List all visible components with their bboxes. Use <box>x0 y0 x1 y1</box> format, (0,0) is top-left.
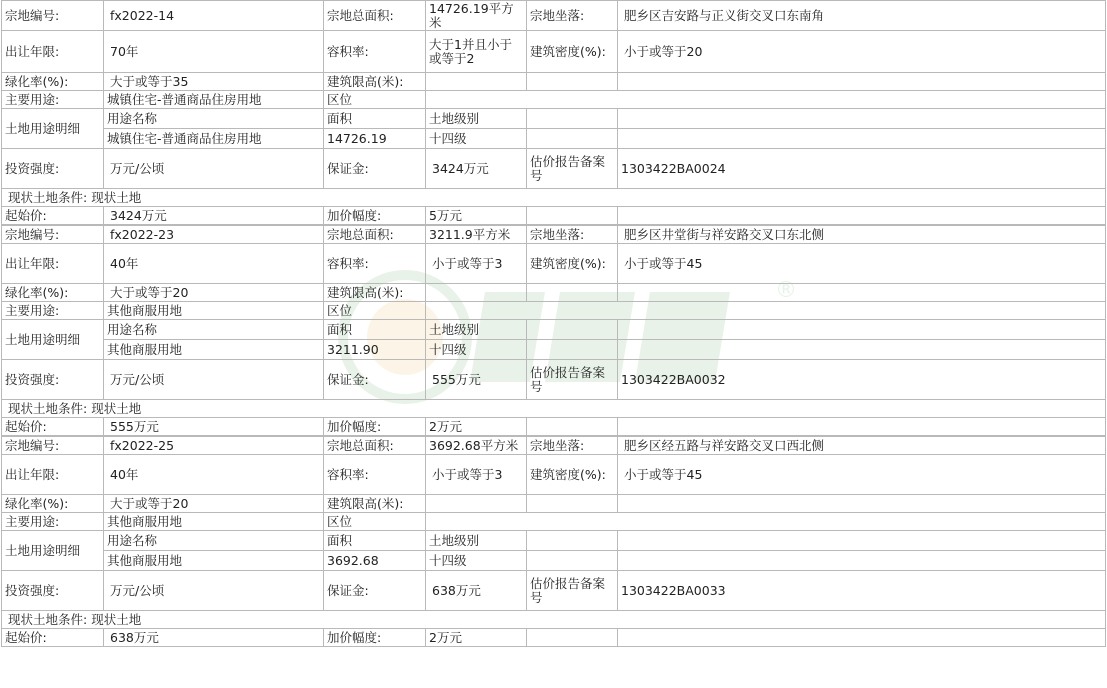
invest-label: 投资强度: <box>2 360 104 400</box>
parcel-list <box>1 0 1105 647</box>
condition-label: 现状土地条件: <box>8 189 88 205</box>
empty-cell <box>527 340 618 360</box>
detail-header-use: 用途名称 <box>104 320 324 340</box>
density-value: 小于或等于45 <box>618 455 1106 495</box>
term-value: 70年 <box>104 31 324 73</box>
green-label: 绿化率(%): <box>2 73 104 91</box>
empty-cell <box>527 207 618 225</box>
empty-cell <box>527 418 618 436</box>
use-value: 其他商服用地 <box>104 302 324 320</box>
density-label: 建筑密度(%): <box>527 31 618 73</box>
inc-label: 加价幅度: <box>324 418 426 436</box>
term-label: 出让年限: <box>2 455 104 495</box>
zone-value <box>426 513 1106 531</box>
invest-value: 万元/公顷 <box>104 571 324 611</box>
zone-label: 区位 <box>324 91 426 109</box>
deposit-label: 保证金: <box>324 571 426 611</box>
empty-cell <box>527 629 618 647</box>
far-value: 大于1并且小于或等于2 <box>426 31 527 73</box>
detail-label: 土地用途明细 <box>2 320 104 360</box>
empty-cell <box>618 629 1106 647</box>
area-value: 14726.19平方米 <box>426 1 527 31</box>
empty-cell <box>618 320 1106 340</box>
report-value: 1303422BA0033 <box>618 571 1106 611</box>
inc-value: 2万元 <box>426 629 527 647</box>
empty-cell <box>618 284 1106 302</box>
inc-value: 5万元 <box>426 207 527 225</box>
detail-use: 其他商服用地 <box>104 551 324 571</box>
parcel-code-label: 宗地编号: <box>2 226 104 244</box>
detail-area: 3211.90 <box>324 340 426 360</box>
location-label: 宗地坐落: <box>527 1 618 31</box>
parcel-code: fx2022-23 <box>104 226 324 244</box>
start-label: 起始价: <box>2 629 104 647</box>
location-value: 肥乡区经五路与祥安路交叉口西北侧 <box>618 437 1106 455</box>
empty-cell <box>527 73 618 91</box>
start-value: 638万元 <box>104 629 324 647</box>
detail-use: 城镇住宅-普通商品住房用地 <box>104 129 324 149</box>
density-value: 小于或等于20 <box>618 31 1106 73</box>
empty-cell <box>618 551 1106 571</box>
use-value: 其他商服用地 <box>104 513 324 531</box>
empty-cell <box>527 129 618 149</box>
parcel-code-label: 宗地编号: <box>2 437 104 455</box>
empty-cell <box>618 129 1106 149</box>
use-label: 主要用途: <box>2 513 104 531</box>
area-value: 3211.9平方米 <box>426 226 527 244</box>
invest-label: 投资强度: <box>2 149 104 189</box>
detail-header-area: 面积 <box>324 109 426 129</box>
empty-cell <box>527 495 618 513</box>
inc-label: 加价幅度: <box>324 207 426 225</box>
detail-area: 14726.19 <box>324 129 426 149</box>
far-label: 容积率: <box>324 31 426 73</box>
term-label: 出让年限: <box>2 244 104 284</box>
condition-row <box>2 189 1106 207</box>
deposit-value: 555万元 <box>426 360 527 400</box>
condition-label: 现状土地条件: <box>8 400 88 416</box>
height-value <box>426 73 527 91</box>
detail-label: 土地用途明细 <box>2 531 104 571</box>
height-label: 建筑限高(米): <box>324 284 426 302</box>
condition-value: 现状土地 <box>91 611 142 627</box>
area-value: 3692.68平方米 <box>426 437 527 455</box>
use-label: 主要用途: <box>2 91 104 109</box>
detail-grade: 十四级 <box>426 129 527 149</box>
detail-header-area: 面积 <box>324 320 426 340</box>
zone-value <box>426 302 1106 320</box>
location-label: 宗地坐落: <box>527 437 618 455</box>
parcel-code: fx2022-14 <box>104 1 324 31</box>
parcel-table <box>1 436 1106 647</box>
empty-cell <box>618 495 1106 513</box>
height-value <box>426 495 527 513</box>
green-value: 大于或等于20 <box>104 284 324 302</box>
empty-cell <box>618 531 1106 551</box>
report-value: 1303422BA0024 <box>618 149 1106 189</box>
invest-label: 投资强度: <box>2 571 104 611</box>
invest-value: 万元/公顷 <box>104 360 324 400</box>
zone-label: 区位 <box>324 302 426 320</box>
density-label: 建筑密度(%): <box>527 455 618 495</box>
start-label: 起始价: <box>2 418 104 436</box>
use-label: 主要用途: <box>2 302 104 320</box>
detail-header-use: 用途名称 <box>104 531 324 551</box>
report-label: 估价报告备案号 <box>527 571 618 611</box>
empty-cell <box>527 551 618 571</box>
start-value: 555万元 <box>104 418 324 436</box>
condition-value: 现状土地 <box>91 189 142 205</box>
empty-cell <box>618 340 1106 360</box>
parcel-table <box>1 225 1106 436</box>
use-value: 城镇住宅-普通商品住房用地 <box>104 91 324 109</box>
condition-row <box>2 400 1106 418</box>
location-value: 肥乡区吉安路与正义街交叉口东南角 <box>618 1 1106 31</box>
empty-cell <box>618 207 1106 225</box>
detail-area: 3692.68 <box>324 551 426 571</box>
inc-label: 加价幅度: <box>324 629 426 647</box>
detail-header-grade: 土地级别 <box>426 531 527 551</box>
green-value: 大于或等于35 <box>104 73 324 91</box>
start-value: 3424万元 <box>104 207 324 225</box>
far-label: 容积率: <box>324 455 426 495</box>
far-value: 小于或等于3 <box>426 244 527 284</box>
detail-header-use: 用途名称 <box>104 109 324 129</box>
report-label: 估价报告备案号 <box>527 360 618 400</box>
registered-mark: ® <box>775 278 797 303</box>
deposit-value: 3424万元 <box>426 149 527 189</box>
empty-cell <box>527 284 618 302</box>
report-value: 1303422BA0032 <box>618 360 1106 400</box>
area-label: 宗地总面积: <box>324 1 426 31</box>
green-label: 绿化率(%): <box>2 284 104 302</box>
deposit-label: 保证金: <box>324 149 426 189</box>
height-label: 建筑限高(米): <box>324 73 426 91</box>
parcel-code-label: 宗地编号: <box>2 1 104 31</box>
density-value: 小于或等于45 <box>618 244 1106 284</box>
green-label: 绿化率(%): <box>2 495 104 513</box>
empty-cell <box>618 73 1106 91</box>
detail-grade: 十四级 <box>426 340 527 360</box>
empty-cell <box>527 531 618 551</box>
area-label: 宗地总面积: <box>324 226 426 244</box>
inc-value: 2万元 <box>426 418 527 436</box>
deposit-value: 638万元 <box>426 571 527 611</box>
detail-grade: 十四级 <box>426 551 527 571</box>
condition-label: 现状土地条件: <box>8 611 88 627</box>
condition-row <box>2 611 1106 629</box>
far-label: 容积率: <box>324 244 426 284</box>
detail-use: 其他商服用地 <box>104 340 324 360</box>
empty-cell <box>527 109 618 129</box>
area-label: 宗地总面积: <box>324 437 426 455</box>
condition-value: 现状土地 <box>91 400 142 416</box>
term-value: 40年 <box>104 455 324 495</box>
empty-cell <box>618 109 1106 129</box>
deposit-label: 保证金: <box>324 360 426 400</box>
term-value: 40年 <box>104 244 324 284</box>
green-value: 大于或等于20 <box>104 495 324 513</box>
invest-value: 万元/公顷 <box>104 149 324 189</box>
report-label: 估价报告备案号 <box>527 149 618 189</box>
parcel-code: fx2022-25 <box>104 437 324 455</box>
height-label: 建筑限高(米): <box>324 495 426 513</box>
parcel-table <box>1 0 1106 225</box>
detail-header-grade: 土地级别 <box>426 109 527 129</box>
detail-label: 土地用途明细 <box>2 109 104 149</box>
detail-header-grade: 土地级别 <box>426 320 527 340</box>
empty-cell <box>618 418 1106 436</box>
location-label: 宗地坐落: <box>527 226 618 244</box>
zone-label: 区位 <box>324 513 426 531</box>
zone-value <box>426 91 1106 109</box>
location-value: 肥乡区井堂街与祥安路交叉口东北侧 <box>618 226 1106 244</box>
term-label: 出让年限: <box>2 31 104 73</box>
detail-header-area: 面积 <box>324 531 426 551</box>
start-label: 起始价: <box>2 207 104 225</box>
far-value: 小于或等于3 <box>426 455 527 495</box>
empty-cell <box>527 320 618 340</box>
height-value <box>426 284 527 302</box>
density-label: 建筑密度(%): <box>527 244 618 284</box>
